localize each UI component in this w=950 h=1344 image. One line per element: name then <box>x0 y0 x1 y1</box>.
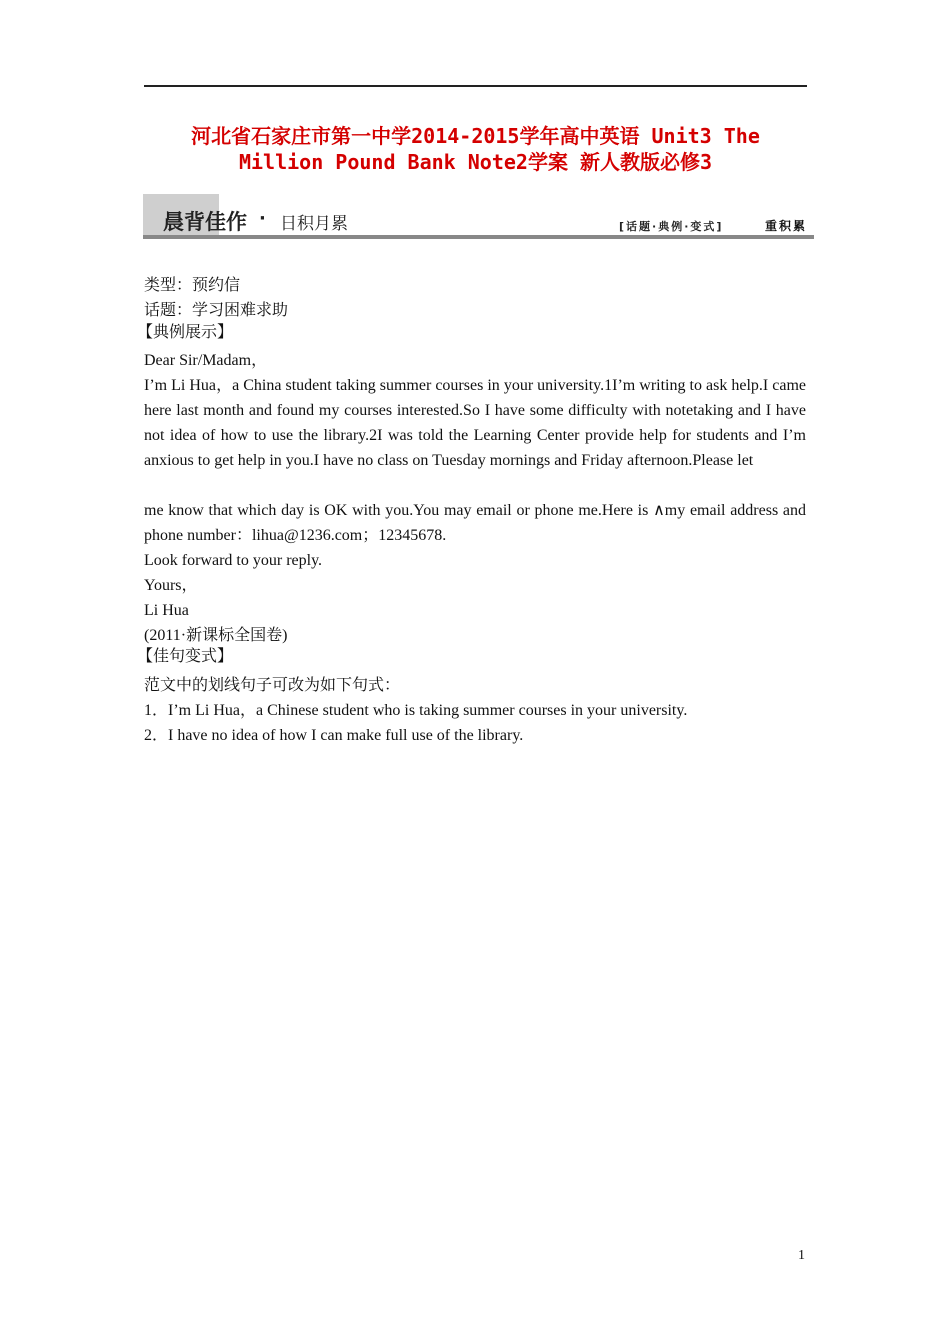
document-title <box>144 123 807 175</box>
banner-main-title: 晨背佳作 <box>163 210 247 234</box>
section-banner <box>143 194 814 242</box>
variant-item: 1．I’m Li Hua，a Chinese student who is taking summer courses in your university. <box>144 702 688 719</box>
letter-closing-line: Look forward to your reply. <box>144 552 323 569</box>
letter-paragraph-1: I’m Li Hua，a China student taking summer courses in your university.1I’m writing to ask help.I came here last month and found my courses interested.So I have some difficulty with notetaking and I have not idea of how to use the library.2I was told the Learning Center provide help for students and I’m anxious to get help in you.I have no class on Tuesday mornings and Friday afternoon.Please let <box>144 377 806 469</box>
page-number: 1 <box>798 1248 805 1263</box>
letter-complimentary-close: Yours， <box>144 577 198 594</box>
variant-item: 2．I have no idea of how I can make full use of the library. <box>144 727 524 744</box>
banner-tags: [话题·典例·变式] <box>619 220 724 233</box>
section-heading-example: 【典例展示】 <box>137 324 234 341</box>
banner-subtitle: 日积月累 <box>280 214 348 234</box>
variants-intro: 范文中的划线句子可改为如下句式： <box>144 677 401 694</box>
header-rule <box>144 85 807 87</box>
meta-type: 类型：预约信 <box>144 277 241 294</box>
letter-paragraph-2: me know that which day is OK with you.You may email or phone me.Here is ∧my email address and phone number：lihua@1236.com；12345678. <box>144 502 806 544</box>
document-title-line-2: Million Pound Bank Note2学案 新人教版必修3 <box>238 150 713 174</box>
section-heading-variants: 【佳句变式】 <box>137 648 234 665</box>
banner-separator-dot: · <box>259 208 266 229</box>
letter-source: (2011·新课标全国卷) <box>144 627 288 644</box>
letter-signature: Li Hua <box>144 602 189 619</box>
banner-tail: 重积累 <box>765 219 808 233</box>
document-title-line-1: 河北省石家庄市第一中学2014-2015学年高中英语 Unit3 The <box>191 124 760 148</box>
meta-topic: 话题：学习困难求助 <box>144 302 289 319</box>
letter-salutation: Dear Sir/Madam， <box>144 352 268 369</box>
